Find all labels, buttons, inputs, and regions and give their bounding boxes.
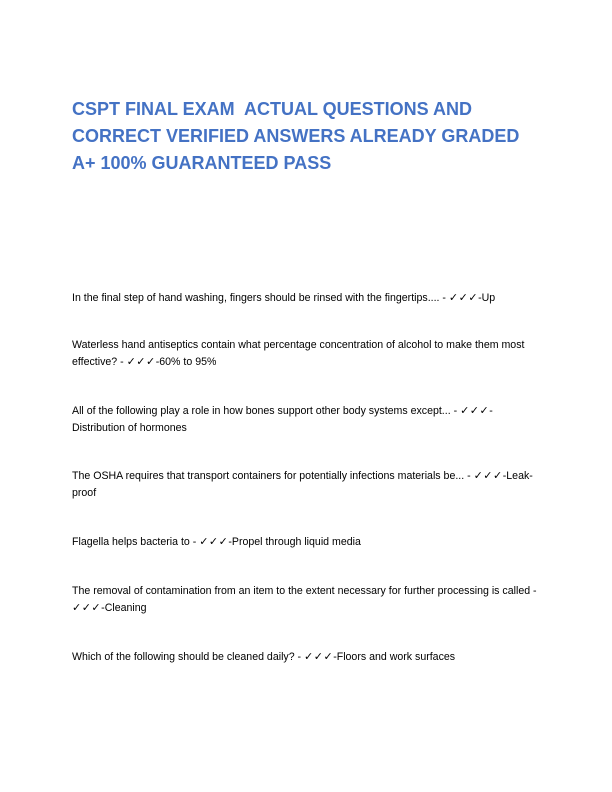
- qa-item: [72, 583, 540, 616]
- qa-item: [72, 468, 540, 501]
- question-text: The OSHA requires that transport containers for potentially infections materials be...: [72, 470, 465, 482]
- answer-text: Distribution of hormones: [72, 421, 187, 434]
- question-text: Waterless hand antiseptics contain what percentage concentration of alcohol to make them most effective?: [72, 339, 525, 368]
- check-marks-icon: ✓✓✓: [199, 535, 229, 548]
- separator: -: [464, 470, 474, 482]
- answer-text: Leak-proof: [72, 470, 533, 499]
- separator: -: [530, 585, 537, 597]
- answer-text: Up: [481, 292, 496, 304]
- check-marks-icon: ✓✓✓: [448, 291, 479, 304]
- separator: -: [450, 405, 461, 417]
- question-text: Which of the following should be cleaned daily?: [72, 651, 295, 663]
- answer-prefix: -: [333, 651, 337, 663]
- check-marks-icon: ✓✓✓: [72, 600, 102, 614]
- qa-item: [72, 337, 540, 370]
- answer-prefix: -: [478, 292, 482, 304]
- qa-item: [72, 649, 540, 666]
- question-text: Flagella helps bacteria to: [72, 536, 190, 548]
- answer-prefix: -: [155, 355, 160, 368]
- question-text: All of the following play a role in how bones support other body systems except...: [72, 405, 451, 417]
- answer-prefix: -: [228, 536, 232, 548]
- check-marks-icon: ✓✓✓: [304, 650, 334, 663]
- answer-text: Propel through liquid media: [231, 536, 361, 548]
- qa-item: [72, 403, 540, 436]
- answer-text: 60% to 95%: [159, 355, 217, 368]
- answer-prefix: -: [101, 601, 105, 614]
- answer-prefix: -: [489, 405, 493, 417]
- question-text: In the final step of hand washing, fingers should be rinsed with the fingertips....: [72, 292, 440, 304]
- separator: -: [294, 651, 305, 663]
- check-marks-icon: ✓✓✓: [126, 354, 156, 368]
- qa-item: [72, 290, 540, 307]
- question-text: The removal of contamination from an item to the extent necessary for further processing is called: [72, 585, 531, 597]
- separator: -: [117, 355, 127, 368]
- separator: -: [439, 292, 449, 304]
- document-title: CSPT FINAL EXAM ACTUAL QUESTIONS AND CORRECT VERIFIED ANSWERS ALREADY GRADED A+ 100% GUARANTEED PASS: [72, 99, 524, 173]
- answer-prefix: -: [502, 470, 507, 482]
- separator: -: [189, 536, 200, 548]
- answer-text: Floors and work surfaces: [336, 651, 456, 663]
- qa-item: [72, 534, 540, 551]
- check-marks-icon: ✓✓✓: [473, 469, 503, 482]
- answer-text: Cleaning: [104, 601, 147, 614]
- check-marks-icon: ✓✓✓: [460, 404, 490, 417]
